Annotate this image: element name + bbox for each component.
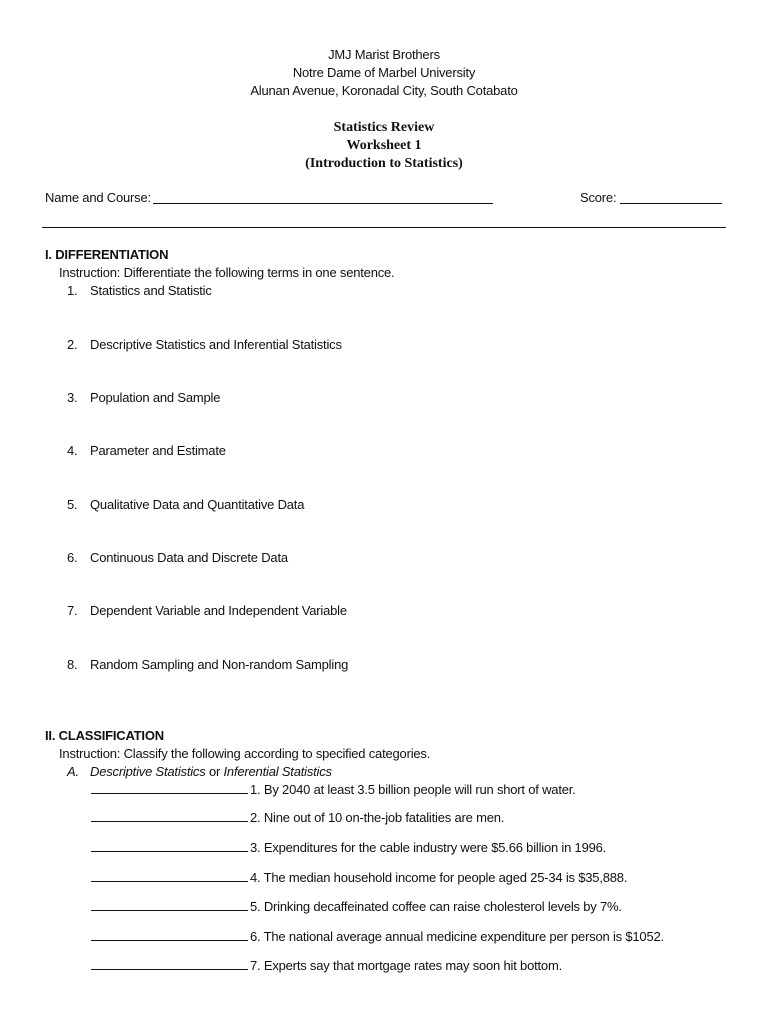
differentiation-item — [67, 550, 288, 565]
classification-text: 4. The median household income for people aged 25-34 is $35,888. — [250, 870, 628, 885]
classification-item — [91, 958, 562, 973]
item-number: 2. — [67, 337, 78, 352]
category-inferential: Inferential Statistics — [223, 764, 332, 779]
classification-text: 3. Expenditures for the cable industry were $5.66 billion in 1996. — [250, 840, 607, 855]
item-number: 8. — [67, 657, 78, 672]
answer-blank[interactable] — [91, 840, 248, 852]
differentiation-item — [67, 283, 212, 298]
item-text: Random Sampling and Non-random Sampling — [90, 657, 349, 672]
university-name-line: Notre Dame of Marbel University — [292, 65, 476, 80]
item-text: Continuous Data and Discrete Data — [90, 550, 288, 565]
section-differentiation-instruction: Instruction: Differentiate the following terms in one sentence. — [59, 265, 395, 280]
category-descriptive: Descriptive Statistics — [90, 764, 206, 779]
document-subtitle: (Introduction to Statistics) — [305, 156, 463, 171]
item-text: Descriptive Statistics and Inferential Statistics — [90, 337, 342, 352]
item-text: Statistics and Statistic — [90, 283, 212, 298]
header-divider — [42, 227, 726, 228]
answer-blank[interactable] — [91, 899, 248, 911]
classification-text: 2. Nine out of 10 on-the-job fatalities are men. — [250, 810, 505, 825]
name-course-label: Name and Course: — [45, 190, 151, 205]
score-label: Score: — [580, 190, 617, 205]
answer-blank[interactable] — [91, 782, 248, 794]
classification-item — [91, 810, 504, 825]
name-score-row — [45, 190, 725, 208]
item-text: Dependent Variable and Independent Variable — [90, 603, 347, 618]
differentiation-item — [67, 443, 226, 458]
classification-item — [91, 840, 606, 855]
classification-item — [91, 929, 664, 944]
item-number: 1. — [67, 283, 78, 298]
school-name-line: JMJ Marist Brothers — [328, 47, 440, 62]
differentiation-item — [67, 497, 304, 512]
item-number: 6. — [67, 550, 78, 565]
classification-item — [91, 782, 576, 797]
item-text: Population and Sample — [90, 390, 221, 405]
answer-blank[interactable] — [91, 958, 248, 970]
classification-text: 6. The national average annual medicine expenditure per person is $1052. — [250, 929, 664, 944]
section-differentiation-heading: I. DIFFERENTIATION — [45, 247, 169, 262]
section-classification-instruction: Instruction: Classify the following according to specified categories. — [59, 746, 431, 761]
item-text: Parameter and Estimate — [90, 443, 226, 458]
address-line: Alunan Avenue, Koronadal City, South Cotabato — [250, 83, 518, 98]
item-number: 5. — [67, 497, 78, 512]
differentiation-item — [67, 657, 348, 672]
item-number: 3. — [67, 390, 78, 405]
answer-blank[interactable] — [91, 810, 248, 822]
section-classification-heading: II. CLASSIFICATION — [45, 728, 164, 743]
differentiation-item — [67, 603, 347, 618]
classification-item — [91, 899, 622, 914]
score-blank[interactable] — [620, 203, 722, 204]
classification-text: 7. Experts say that mortgage rates may soon hit bottom. — [250, 958, 562, 973]
classification-text: 5. Drinking decaffeinated coffee can raise cholesterol levels by 7%. — [250, 899, 622, 914]
answer-blank[interactable] — [91, 870, 248, 882]
classification-item — [91, 870, 627, 885]
differentiation-item — [67, 337, 342, 352]
subsection-letter: A. — [67, 764, 79, 779]
differentiation-item — [67, 390, 220, 405]
answer-blank[interactable] — [91, 929, 248, 941]
classification-text: 1. By 2040 at least 3.5 billion people will run short of water. — [250, 782, 576, 797]
name-course-blank[interactable] — [153, 203, 493, 204]
worksheet-number: Worksheet 1 — [346, 138, 422, 153]
document-title: Statistics Review — [333, 120, 435, 135]
item-text: Qualitative Data and Quantitative Data — [90, 497, 305, 512]
item-number: 7. — [67, 603, 78, 618]
subsection-a-heading — [67, 764, 332, 779]
category-connector: or — [205, 764, 224, 779]
item-number: 4. — [67, 443, 78, 458]
